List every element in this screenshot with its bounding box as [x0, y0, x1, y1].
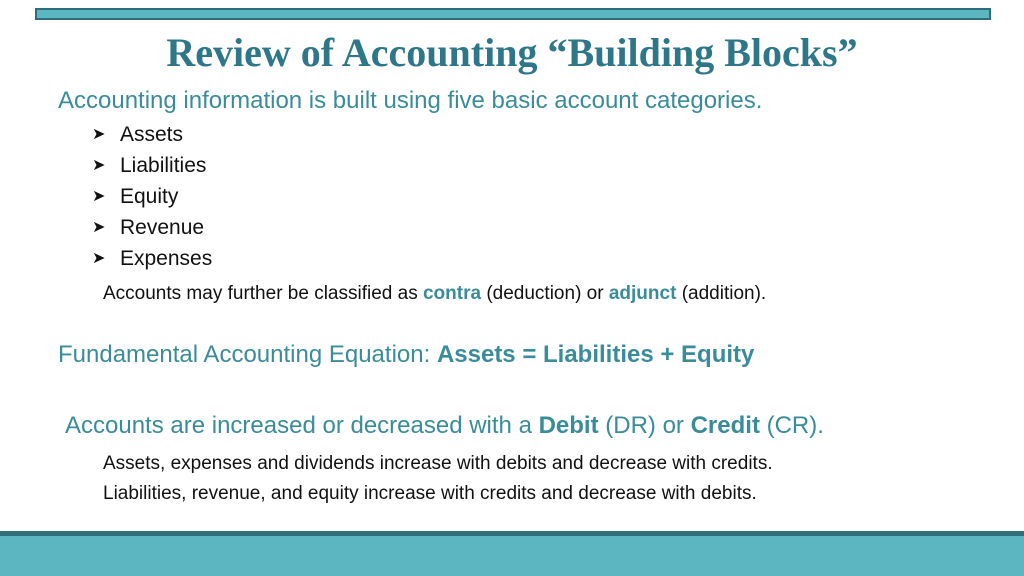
list-item [92, 181, 212, 212]
list-item [92, 119, 212, 150]
rule-line: Assets, expenses and dividends increase with debits and decrease with credits. [103, 453, 773, 474]
credit-term: Credit [690, 412, 760, 439]
arrow-bullet-icon: ➤ [92, 126, 106, 143]
contra-term: contra [422, 283, 482, 304]
arrow-bullet-icon: ➤ [92, 188, 106, 205]
rule-line: Liabilities, revenue, and equity increase with credits and decrease with debits. [103, 483, 757, 504]
debit-abbr: (DR) or [598, 412, 691, 439]
classification-prefix: Accounts may further be classified as [103, 283, 423, 304]
adjunct-note: (addition). [676, 283, 767, 304]
debit-term: Debit [538, 412, 599, 439]
debit-credit-text [65, 411, 824, 441]
debit-credit-prefix: Accounts are increased or decreased with a [65, 412, 539, 439]
list-item [92, 243, 212, 274]
credit-abbr: (CR). [759, 412, 824, 439]
category-list [92, 119, 212, 274]
intro-text: Accounting information is built using five basic account categories. [58, 87, 763, 114]
arrow-bullet-icon: ➤ [92, 219, 106, 236]
category-label: Revenue [120, 216, 205, 239]
arrow-bullet-icon: ➤ [92, 250, 106, 267]
category-label: Liabilities [120, 154, 207, 177]
adjunct-term: adjunct [608, 283, 677, 304]
category-label: Assets [120, 123, 184, 146]
equation-label: Fundamental Accounting Equation: [58, 341, 437, 368]
top-decorative-bar [35, 8, 991, 20]
list-item [92, 150, 212, 181]
bottom-decorative-bar [0, 536, 1024, 576]
category-label: Expenses [120, 247, 213, 270]
list-item [92, 212, 212, 243]
classification-text [103, 281, 766, 307]
debit-credit-rules [103, 449, 773, 509]
contra-note: (deduction) or [481, 283, 609, 304]
slide-title: Review of Accounting “Building Blocks” [166, 30, 858, 75]
accounting-equation [58, 340, 754, 370]
arrow-bullet-icon: ➤ [92, 157, 106, 174]
category-label: Equity [120, 185, 179, 208]
equation-formula: Assets = Liabilities + Equity [436, 341, 755, 368]
